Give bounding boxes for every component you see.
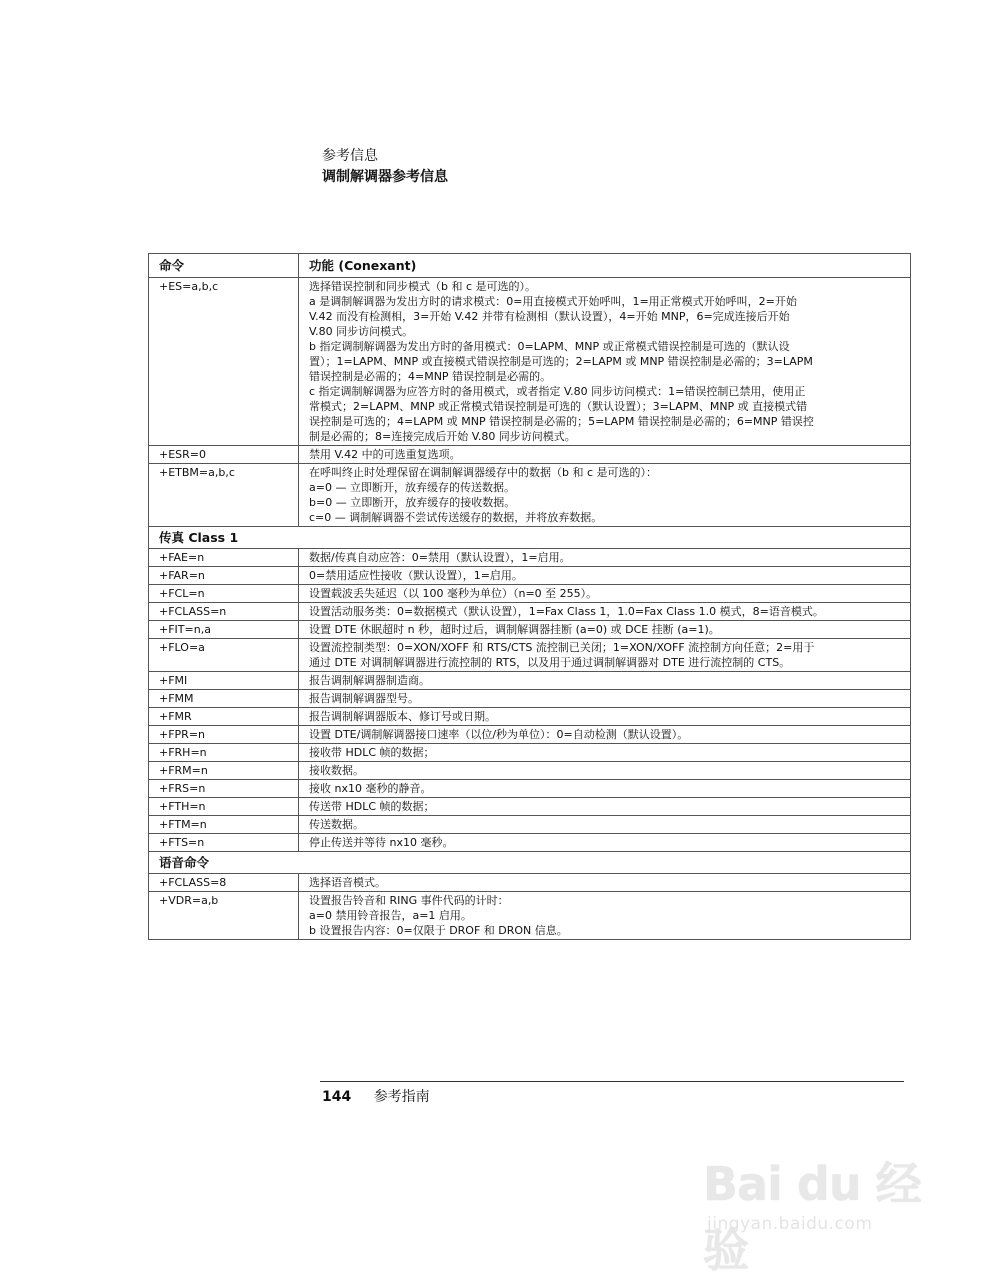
command-cell: +FRS=n (149, 780, 299, 798)
section-row (149, 852, 911, 874)
table-row (149, 892, 911, 940)
function-line: 接收数据。 (309, 764, 364, 777)
function-line: 接收带 HDLC 帧的数据； (309, 746, 435, 759)
function-cell (299, 585, 911, 603)
table-row (149, 816, 911, 834)
function-cell (299, 549, 911, 567)
table-row (149, 639, 911, 672)
function-cell (299, 639, 911, 672)
table-row (149, 464, 911, 527)
function-line: 设置 DTE 休眠超时 n 秒，超时过后，调制解调器挂断 (a=0) 或 DCE 挂断 (a=1)。 (309, 623, 720, 636)
table-row (149, 585, 911, 603)
function-line: 制是必需的；8=连接完成后开始 V.80 同步访问模式。 (309, 430, 576, 443)
header-function: 功能 (Conexant) (299, 254, 911, 278)
table-row (149, 690, 911, 708)
function-cell (299, 708, 911, 726)
function-line: 报告调制解调器型号。 (309, 692, 419, 705)
command-cell: +ESR=0 (149, 446, 299, 464)
function-line: 常模式；2=LAPM、MNP 或正常模式错误控制是可选的（默认设置）；3=LAPM、MNP 或 直接模式错 (309, 400, 808, 413)
command-reference-table (148, 253, 911, 940)
table-row (149, 567, 911, 585)
table-row (149, 708, 911, 726)
footer-divider (320, 1081, 904, 1082)
function-line: a=0 — 立即断开，放弃缓存的传送数据。 (309, 481, 515, 494)
function-cell (299, 672, 911, 690)
function-line: 设置 DTE/调制解调器接口速率（以位/秒为单位）：0=自动检测（默认设置）。 (309, 728, 689, 741)
command-cell: +FRM=n (149, 762, 299, 780)
function-cell (299, 464, 911, 527)
table-row (149, 780, 911, 798)
baidu-jingyan-watermark (703, 1148, 943, 1277)
header-command: 命令 (149, 254, 299, 278)
function-cell (299, 816, 911, 834)
function-line: c=0 — 调制解调器不尝试传送缓存的数据，并将放弃数据。 (309, 511, 603, 524)
function-line: 报告调制解调器版本、修订号或日期。 (309, 710, 496, 723)
function-line: a=0 禁用铃音报告，a=1 启用。 (309, 909, 472, 922)
section-title: 语音命令 (149, 852, 911, 874)
function-cell (299, 834, 911, 852)
command-cell: +FAE=n (149, 549, 299, 567)
command-cell: +FMM (149, 690, 299, 708)
function-line: 禁用 V.42 中的可选重复选项。 (309, 448, 461, 461)
function-line: V.42 而没有检测相，3=开始 V.42 并带有检测相（默认设置），4=开始 MNP，6=完成连接后开始 (309, 310, 790, 323)
function-line: 传送数据。 (309, 818, 364, 831)
function-line: 选择语音模式。 (309, 876, 386, 889)
command-cell: +ETBM=a,b,c (149, 464, 299, 527)
table-row (149, 603, 911, 621)
command-cell: +FTM=n (149, 816, 299, 834)
section-label: 参考信息 (322, 148, 378, 164)
function-line: 置）；1=LAPM、MNP 或直接模式错误控制是可选的；2=LAPM 或 MNP 错误控制是必需的；3=LAPM (309, 355, 813, 368)
function-cell (299, 744, 911, 762)
table-row (149, 874, 911, 892)
command-cell: +VDR=a,b (149, 892, 299, 940)
watermark-url: jingyan.baidu.com (707, 1214, 873, 1234)
function-line: 误控制是可选的；4=LAPM 或 MNP 错误控制是必需的；5=LAPM 错误控制是必需的；6=MNP 错误控 (309, 415, 814, 428)
function-cell (299, 762, 911, 780)
table-row (149, 549, 911, 567)
table-row (149, 446, 911, 464)
function-line: 传送带 HDLC 帧的数据； (309, 800, 435, 813)
function-line: 设置报告铃音和 RING 事件代码的计时： (309, 894, 509, 907)
function-cell (299, 446, 911, 464)
section-row (149, 527, 911, 549)
function-line: 设置载波丢失延迟（以 100 毫秒为单位）（n=0 至 255）。 (309, 587, 598, 600)
function-line: 通过 DTE 对调制解调器进行流控制的 RTS，以及用于通过调制解调器对 DTE 进行流控制的 CTS。 (309, 656, 791, 669)
function-line: 接收 nx10 毫秒的静音。 (309, 782, 432, 795)
table-row (149, 798, 911, 816)
function-cell (299, 780, 911, 798)
function-cell (299, 567, 911, 585)
table-row (149, 834, 911, 852)
function-cell (299, 603, 911, 621)
function-line: 0=禁用适应性接收（默认设置），1=启用。 (309, 569, 523, 582)
function-cell (299, 690, 911, 708)
function-line: V.80 同步访问模式。 (309, 325, 414, 338)
function-line: b=0 — 立即断开，放弃缓存的接收数据。 (309, 496, 516, 509)
function-cell (299, 621, 911, 639)
function-line: 数据/传真自动应答：0=禁用（默认设置），1=启用。 (309, 551, 571, 564)
guide-title: 参考指南 (373, 1089, 430, 1105)
command-cell: +FIT=n,a (149, 621, 299, 639)
function-line: b 设置报告内容：0=仅限于 DROF 和 DRON 信息。 (309, 924, 568, 937)
command-cell: +FPR=n (149, 726, 299, 744)
function-line: 错误控制是必需的；4=MNP 错误控制是必需的。 (309, 370, 552, 383)
table-row (149, 726, 911, 744)
page-footer (322, 1086, 430, 1106)
table-row (149, 621, 911, 639)
command-cell: +FCLASS=8 (149, 874, 299, 892)
command-cell: +FMR (149, 708, 299, 726)
command-cell: +FAR=n (149, 567, 299, 585)
function-cell (299, 798, 911, 816)
command-cell: +FTH=n (149, 798, 299, 816)
table-row (149, 672, 911, 690)
function-line: 停止传送并等待 nx10 毫秒。 (309, 836, 454, 849)
function-line: 报告调制解调器制造商。 (309, 674, 430, 687)
function-line: a 是调制解调器为发出方时的请求模式：0=用直接模式开始呼叫，1=用正常模式开始呼叫，2=开始 (309, 295, 797, 308)
page-header (322, 146, 448, 188)
function-cell (299, 874, 911, 892)
section-title: 传真 Class 1 (149, 527, 911, 549)
table-row (149, 744, 911, 762)
page-number: 144 (322, 1089, 352, 1105)
function-line: 设置活动服务类：0=数据模式（默认设置），1=Fax Class 1，1.0=Fax Class 1.0 模式，8=语音模式。 (309, 605, 824, 618)
watermark-brand: Bai du 经验 (703, 1157, 921, 1277)
function-cell (299, 278, 911, 446)
function-cell (299, 726, 911, 744)
command-cell: +FMI (149, 672, 299, 690)
function-line: b 指定调制解调器为发出方时的备用模式：0=LAPM、MNP 或正常模式错误控制是可选的（默认设 (309, 340, 790, 353)
command-cell: +FCLASS=n (149, 603, 299, 621)
function-line: c 指定调制解调器为应答方时的备用模式，或者指定 V.80 同步访问模式：1=错误控制已禁用，使用正 (309, 385, 806, 398)
command-cell: +FTS=n (149, 834, 299, 852)
command-cell: +FLO=a (149, 639, 299, 672)
command-cell: +FCL=n (149, 585, 299, 603)
table-row (149, 762, 911, 780)
function-cell (299, 892, 911, 940)
function-line: 选择错误控制和同步模式（b 和 c 是可选的）。 (309, 280, 537, 293)
table-row (149, 278, 911, 446)
function-line: 设置流控制类型：0=XON/XOFF 和 RTS/CTS 流控制已关闭；1=XON/XOFF 流控制方向任意；2=用于 (309, 641, 815, 654)
function-line: 在呼叫终止时处理保留在调制解调器缓存中的数据（b 和 c 是可选的）： (309, 466, 658, 479)
page-title: 调制解调器参考信息 (322, 169, 448, 185)
command-cell: +FRH=n (149, 744, 299, 762)
command-cell: +ES=a,b,c (149, 278, 299, 446)
table-header-row (149, 254, 911, 278)
